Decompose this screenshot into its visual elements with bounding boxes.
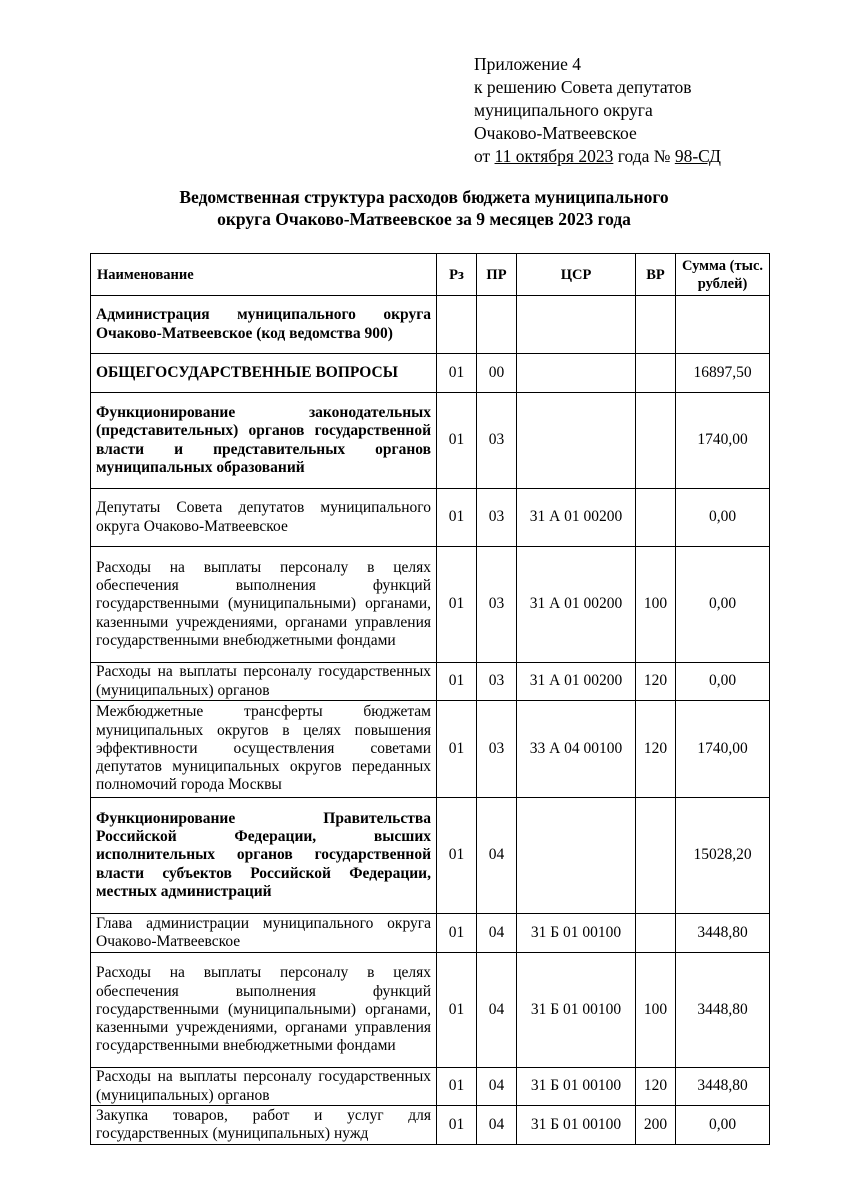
appendix-decision-line: к решению Совета депутатов xyxy=(474,77,692,97)
row-pr: 04 xyxy=(477,798,517,914)
row-rz: 01 xyxy=(437,489,477,547)
row-rz: 01 xyxy=(437,1106,477,1145)
header-vr: ВР xyxy=(636,254,676,296)
date-prefix: от xyxy=(474,146,495,166)
table-row xyxy=(91,663,770,701)
row-name: Функционирование законодательных (представительных) органов государственной власти и представительных органов муниципальных образований xyxy=(91,393,437,489)
table-row xyxy=(91,914,770,953)
row-pr: 04 xyxy=(477,953,517,1068)
header-pr: ПР xyxy=(477,254,517,296)
row-name: Расходы на выплаты персоналу в целях обеспечения выполнения функций государственными (муниципальными) органами, казенными учреждениями, органами управления государственными внебюджетными фондами xyxy=(91,547,437,663)
row-vr: 120 xyxy=(636,1068,676,1106)
row-vr xyxy=(636,798,676,914)
row-sum: 1740,00 xyxy=(676,701,770,798)
row-sum: 0,00 xyxy=(676,489,770,547)
row-vr: 100 xyxy=(636,547,676,663)
header-sum: Сумма (тыс. рублей) xyxy=(676,254,770,296)
appendix-date-line xyxy=(474,145,721,168)
row-csr: 33 А 04 00100 xyxy=(517,701,636,798)
table-row xyxy=(91,489,770,547)
row-csr: 31 Б 01 00100 xyxy=(517,914,636,953)
row-sum: 1740,00 xyxy=(676,393,770,489)
row-pr: 00 xyxy=(477,354,517,393)
table-row xyxy=(91,296,770,354)
row-rz: 01 xyxy=(437,914,477,953)
row-rz: 01 xyxy=(437,354,477,393)
row-pr: 03 xyxy=(477,393,517,489)
decision-date: 11 октября 2023 xyxy=(494,146,614,166)
table-row xyxy=(91,354,770,393)
row-rz xyxy=(437,296,477,354)
row-rz: 01 xyxy=(437,953,477,1068)
row-name: Администрация муниципального округа Очаково-Матвеевское (код ведомства 900) xyxy=(91,296,437,354)
header-csr: ЦСР xyxy=(517,254,636,296)
row-rz: 01 xyxy=(437,663,477,701)
row-pr: 03 xyxy=(477,547,517,663)
row-vr: 100 xyxy=(636,953,676,1068)
row-pr: 03 xyxy=(477,663,517,701)
row-sum: 15028,20 xyxy=(676,798,770,914)
row-sum: 0,00 xyxy=(676,547,770,663)
row-rz: 01 xyxy=(437,798,477,914)
row-csr: 31 Б 01 00100 xyxy=(517,1106,636,1145)
row-sum: 0,00 xyxy=(676,1106,770,1145)
row-pr: 04 xyxy=(477,1068,517,1106)
row-vr xyxy=(636,296,676,354)
row-csr xyxy=(517,798,636,914)
row-vr xyxy=(636,354,676,393)
row-name: Расходы на выплаты персоналу в целях обеспечения выполнения функций государственными (муниципальными) органами, казенными учреждениями, органами управления государственными внебюджетными фондами xyxy=(91,953,437,1068)
title-line-1: Ведомственная структура расходов бюджета муниципального xyxy=(179,187,669,207)
row-rz: 01 xyxy=(437,393,477,489)
row-rz: 01 xyxy=(437,547,477,663)
row-vr: 120 xyxy=(636,663,676,701)
row-pr: 04 xyxy=(477,914,517,953)
row-rz: 01 xyxy=(437,701,477,798)
row-vr xyxy=(636,489,676,547)
table-row xyxy=(91,798,770,914)
table-header-row xyxy=(91,254,770,296)
header-name: Наименование xyxy=(91,254,437,296)
row-sum xyxy=(676,296,770,354)
date-mid: года № xyxy=(613,146,675,166)
row-name: Расходы на выплаты персоналу государственных (муниципальных) органов xyxy=(91,663,437,701)
row-sum: 3448,80 xyxy=(676,914,770,953)
appendix-district-name: Очаково-Матвеевское xyxy=(474,123,637,143)
row-csr xyxy=(517,354,636,393)
row-vr: 200 xyxy=(636,1106,676,1145)
row-csr xyxy=(517,393,636,489)
row-name: Расходы на выплаты персоналу государственных (муниципальных) органов xyxy=(91,1068,437,1106)
table-row xyxy=(91,1068,770,1106)
table-row xyxy=(91,701,770,798)
row-sum: 3448,80 xyxy=(676,1068,770,1106)
row-pr xyxy=(477,296,517,354)
row-name: Глава администрации муниципального округа Очаково-Матвеевское xyxy=(91,914,437,953)
row-name: Межбюджетные трансферты бюджетам муниципальных округов в целях повышения эффективности осуществления советами депутатов муниципальных округов переданных полномочий города Москвы xyxy=(91,701,437,798)
title-line-2: округа Очаково-Матвеевское за 9 месяцев 2023 года xyxy=(217,209,631,229)
document-title xyxy=(0,186,848,230)
row-csr: 31 А 01 00200 xyxy=(517,489,636,547)
row-sum: 0,00 xyxy=(676,663,770,701)
row-csr: 31 А 01 00200 xyxy=(517,547,636,663)
appendix-number: Приложение 4 xyxy=(474,54,582,74)
row-csr xyxy=(517,296,636,354)
row-csr: 31 А 01 00200 xyxy=(517,663,636,701)
table-row xyxy=(91,953,770,1068)
header-rz: Рз xyxy=(437,254,477,296)
row-pr: 03 xyxy=(477,701,517,798)
table-row xyxy=(91,393,770,489)
table-row xyxy=(91,547,770,663)
row-sum: 3448,80 xyxy=(676,953,770,1068)
decision-number: 98-СД xyxy=(674,146,721,166)
row-name: ОБЩЕГОСУДАРСТВЕННЫЕ ВОПРОСЫ xyxy=(91,354,437,393)
budget-table xyxy=(90,253,770,1145)
row-rz: 01 xyxy=(437,1068,477,1106)
row-pr: 03 xyxy=(477,489,517,547)
appendix-header xyxy=(474,53,721,168)
row-sum: 16897,50 xyxy=(676,354,770,393)
row-vr xyxy=(636,914,676,953)
row-csr: 31 Б 01 00100 xyxy=(517,1068,636,1106)
table-row xyxy=(91,1106,770,1145)
row-csr: 31 Б 01 00100 xyxy=(517,953,636,1068)
appendix-district-line: муниципального округа xyxy=(474,100,653,120)
row-vr xyxy=(636,393,676,489)
row-name: Закупка товаров, работ и услуг для государственных (муниципальных) нужд xyxy=(91,1106,437,1145)
row-name: Функционирование Правительства Российской Федерации, высших исполнительных органов государственной власти субъектов Российской Федерации, местных администраций xyxy=(91,798,437,914)
row-vr: 120 xyxy=(636,701,676,798)
row-pr: 04 xyxy=(477,1106,517,1145)
row-name: Депутаты Совета депутатов муниципального округа Очаково-Матвеевское xyxy=(91,489,437,547)
